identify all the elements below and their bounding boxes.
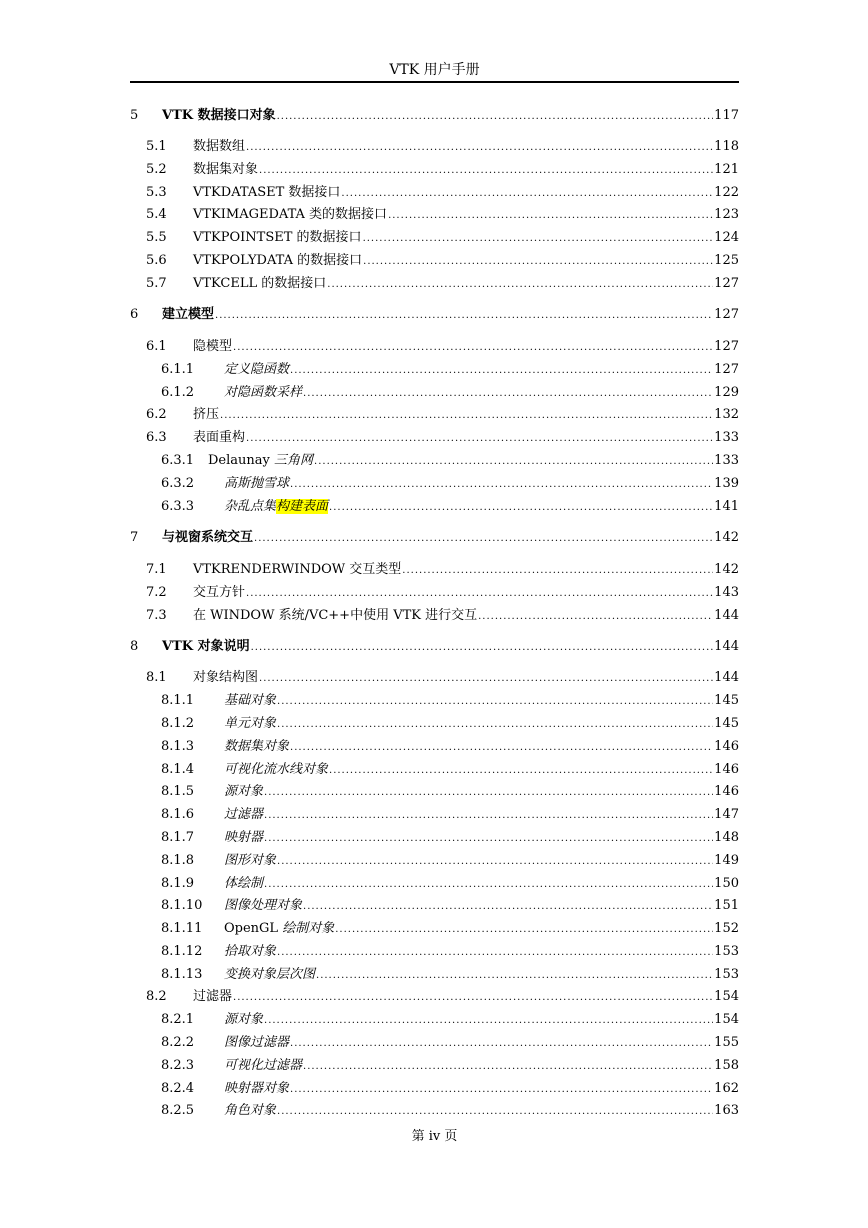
toc-page: 145 (714, 716, 739, 731)
toc-page: 151 (714, 898, 739, 913)
toc-leader (290, 1080, 713, 1100)
toc-page: 144 (714, 670, 739, 685)
toc-entry-8-1-3[interactable] (130, 737, 739, 757)
toc-page: 147 (714, 807, 739, 822)
toc-number: 5.1 (146, 139, 167, 154)
toc-leader (290, 361, 713, 381)
toc-leader (277, 107, 714, 127)
toc-title: 可视化过滤器 (224, 1058, 303, 1073)
toc-entry-8-2-4[interactable] (130, 1079, 739, 1099)
toc-leader (363, 252, 713, 272)
toc-entry-8-1-11[interactable] (130, 919, 739, 939)
toc-number: 5.7 (146, 276, 167, 291)
toc-number: 6.3.3 (161, 499, 195, 514)
toc-title: 角色对象 (224, 1103, 277, 1118)
toc-entry-8-1-13[interactable] (130, 965, 739, 985)
toc-page: 133 (714, 453, 739, 468)
toc-leader (335, 920, 713, 940)
toc-page: 146 (714, 739, 739, 754)
toc-number: 5.4 (146, 207, 167, 222)
toc-entry-8-1-1[interactable] (130, 691, 739, 711)
toc-title: 体绘制 (224, 876, 264, 891)
toc-entry-6-1-1[interactable] (130, 360, 739, 380)
toc-number: 6.3 (146, 430, 167, 445)
highlighted-text: 构建表面 (276, 499, 329, 514)
toc-leader (254, 529, 713, 549)
toc-title: 与视窗系统交互 (162, 530, 254, 545)
toc-number: 8.1.11 (161, 921, 203, 936)
toc-title-latin: Delaunay (208, 453, 270, 468)
toc-leader (251, 638, 714, 658)
toc-title: 基础对象 (224, 693, 277, 708)
toc-number: 7.1 (146, 562, 167, 577)
toc-page: 142 (714, 562, 739, 577)
toc-number: 5.3 (146, 185, 167, 200)
toc-number: 6.2 (146, 407, 167, 422)
toc-title: VTKPOINTSET 的数据接口 (193, 230, 362, 245)
toc-entry-7[interactable] (130, 528, 739, 548)
toc-number: 8.1.12 (161, 944, 203, 959)
toc-title: 高斯抛雪球 (224, 476, 290, 491)
toc-entry-5-1[interactable] (130, 137, 739, 157)
toc-page: 123 (714, 207, 739, 222)
toc-title: VTK 对象说明 (162, 639, 250, 654)
toc-page: 129 (714, 385, 739, 400)
toc-number: 5.6 (146, 253, 167, 268)
toc-leader (264, 875, 713, 895)
toc-title: 过滤器 (224, 807, 264, 822)
toc-title: VTKDATASET 数据接口 (193, 185, 341, 200)
toc-leader (303, 384, 713, 404)
toc-number: 6 (130, 307, 139, 322)
toc-number: 8.1.1 (161, 693, 195, 708)
toc-title: 源对象 (224, 1012, 264, 1027)
toc-leader (220, 406, 713, 426)
toc-title (224, 497, 328, 517)
toc-number: 8.1.4 (161, 762, 195, 777)
toc-title: 隐模型 (193, 339, 233, 354)
toc-page: 144 (714, 608, 739, 623)
toc-entry-8-1-8[interactable] (130, 851, 739, 871)
toc-entry-6-1-2[interactable] (130, 383, 739, 403)
toc-page: 155 (714, 1035, 739, 1050)
toc-entry-5-7[interactable] (130, 274, 739, 294)
toc-page: 117 (714, 108, 739, 123)
toc-page: 150 (714, 876, 739, 891)
toc-leader (290, 1034, 713, 1054)
toc-page: 139 (714, 476, 739, 491)
toc-page: 153 (714, 967, 739, 982)
toc-leader (264, 1011, 713, 1031)
toc-entry-5[interactable] (130, 106, 739, 126)
toc-title-latin: OpenGL (224, 921, 279, 936)
toc-page: 143 (714, 585, 739, 600)
toc-leader (290, 475, 713, 495)
toc-number: 8.2.2 (161, 1035, 195, 1050)
toc-entry-5-2[interactable] (130, 160, 739, 180)
toc-leader (277, 692, 713, 712)
toc-title-cjk: 三角网 (274, 453, 314, 468)
toc-leader (277, 1102, 713, 1122)
toc-number: 7.3 (146, 608, 167, 623)
toc-number: 8.1.8 (161, 853, 195, 868)
toc-number: 8.2.3 (161, 1058, 195, 1073)
toc-number: 8.1.2 (161, 716, 195, 731)
toc-entry-8-2-1[interactable] (130, 1010, 739, 1030)
toc-title: 在 WINDOW 系统/VC++中使用 VTK 进行交互 (193, 608, 478, 623)
toc-entry-8-2[interactable] (130, 987, 739, 1007)
toc-page: 146 (714, 784, 739, 799)
toc-number: 6.1.1 (161, 362, 195, 377)
toc-entry-8-1[interactable] (130, 668, 739, 688)
toc-title: 挤压 (193, 407, 220, 422)
toc-number: 8.2 (146, 989, 167, 1004)
toc-number: 7 (130, 530, 139, 545)
toc-leader (303, 1057, 713, 1077)
toc-title: 定义隐函数 (224, 362, 290, 377)
toc-title: 映射器 (224, 830, 264, 845)
toc-entry-7-2[interactable] (130, 583, 739, 603)
toc-leader (233, 338, 713, 358)
toc-page: 124 (714, 230, 739, 245)
toc-leader (277, 852, 713, 872)
toc-title: 映射器对象 (224, 1081, 290, 1096)
toc-title: 建立模型 (162, 307, 215, 322)
toc-page: 158 (714, 1058, 739, 1073)
toc-title: 数据数组 (193, 139, 246, 154)
toc-title: 对隐函数采样 (224, 385, 303, 400)
toc-title-part: 杂乱点集 (224, 499, 277, 514)
toc-number: 8.1.6 (161, 807, 195, 822)
toc-page: 146 (714, 762, 739, 777)
toc-leader (341, 184, 713, 204)
toc-number: 8.1.5 (161, 784, 195, 799)
toc-title: VTKCELL 的数据接口 (193, 276, 327, 291)
header-rule (130, 81, 739, 83)
toc-entry-8-2-5[interactable] (130, 1101, 739, 1121)
toc-entry-8-1-6[interactable] (130, 805, 739, 825)
toc-number: 8.1 (146, 670, 167, 685)
toc-number: 8.2.5 (161, 1103, 195, 1118)
toc-leader (303, 897, 713, 917)
toc-entry-8-1-7[interactable] (130, 828, 739, 848)
toc-title: 数据集对象 (193, 162, 259, 177)
toc-page: 154 (714, 989, 739, 1004)
toc-leader (259, 161, 713, 181)
toc-leader (264, 829, 713, 849)
toc-entry-8-2-2[interactable] (130, 1033, 739, 1053)
toc-title: 对象结构图 (193, 670, 259, 685)
toc-entry-6-2[interactable] (130, 405, 739, 425)
toc-title: VTKPOLYDATA 的数据接口 (193, 253, 363, 268)
toc-page: 122 (714, 185, 739, 200)
toc-page: 163 (714, 1103, 739, 1118)
toc-number: 6.3.2 (161, 476, 195, 491)
toc-entry-6-3-3[interactable] (130, 497, 739, 517)
page-header: VTK 用户手册 (389, 62, 480, 78)
toc-page: 127 (714, 339, 739, 354)
toc-page: 118 (714, 139, 739, 154)
toc-title: 过滤器 (193, 989, 233, 1004)
toc-page: 132 (714, 407, 739, 422)
toc-leader (478, 607, 713, 627)
toc-number: 5.5 (146, 230, 167, 245)
toc-entry-6-3-1[interactable] (130, 451, 739, 471)
toc-number: 6.1 (146, 339, 167, 354)
toc-entry-5-4[interactable] (130, 205, 739, 225)
toc-number: 6.3.1 (161, 453, 195, 468)
toc-leader (327, 275, 713, 295)
toc-leader (290, 738, 713, 758)
toc-entry-6[interactable] (130, 305, 739, 325)
toc-number: 8.1.7 (161, 830, 195, 845)
toc-number: 8.2.1 (161, 1012, 195, 1027)
toc-page: 162 (714, 1081, 739, 1096)
toc-leader (314, 452, 713, 472)
toc-title: 源对象 (224, 784, 264, 799)
toc-entry-5-3[interactable] (130, 183, 739, 203)
toc-page: 125 (714, 253, 739, 268)
toc-entry-8-1-2[interactable] (130, 714, 739, 734)
toc-page: 127 (714, 307, 739, 322)
toc-page: 121 (714, 162, 739, 177)
toc-entry-8-2-3[interactable] (130, 1056, 739, 1076)
toc-title: 图像过滤器 (224, 1035, 290, 1050)
toc-leader (233, 988, 713, 1008)
toc-page: 152 (714, 921, 739, 936)
toc-number: 7.2 (146, 585, 167, 600)
page-footer: 第 iv 页 (411, 1129, 458, 1144)
toc-entry-8-1-4[interactable] (130, 760, 739, 780)
toc-title: VTK 数据接口对象 (162, 108, 276, 123)
toc-number: 5 (130, 108, 139, 123)
toc-number: 8 (130, 639, 139, 654)
toc-number: 5.2 (146, 162, 167, 177)
toc-number: 8.1.9 (161, 876, 195, 891)
toc-entry-8-1-5[interactable] (130, 782, 739, 802)
toc-title (208, 451, 313, 471)
toc-page: 141 (714, 499, 739, 514)
toc-title: 单元对象 (224, 716, 277, 731)
toc-entry-6-1[interactable] (130, 337, 739, 357)
toc-number: 8.2.4 (161, 1081, 195, 1096)
toc-entry-6-3-2[interactable] (130, 474, 739, 494)
toc-leader (259, 669, 713, 689)
toc-page: 153 (714, 944, 739, 959)
toc-title (224, 919, 334, 939)
toc-entry-8-1-9[interactable] (130, 874, 739, 894)
toc-title: VTKIMAGEDATA 类的数据接口 (193, 207, 388, 222)
toc-number: 8.1.3 (161, 739, 195, 754)
toc-entry-7-3[interactable] (130, 606, 739, 626)
toc-number: 6.1.2 (161, 385, 195, 400)
toc-entry-5-5[interactable] (130, 228, 739, 248)
toc-leader (246, 138, 713, 158)
toc-leader (215, 306, 713, 326)
toc-page: 154 (714, 1012, 739, 1027)
toc-title: 变换对象层次图 (224, 967, 316, 982)
toc-page: 142 (714, 530, 739, 545)
toc-page: 144 (714, 639, 739, 654)
toc-leader (277, 715, 713, 735)
toc-leader (363, 229, 714, 249)
toc-number: 8.1.10 (161, 898, 203, 913)
toc-page: 148 (714, 830, 739, 845)
toc-title-cjk: 绘制对象 (282, 921, 335, 936)
toc-leader (246, 584, 713, 604)
toc-leader (264, 806, 713, 826)
toc-leader (329, 761, 713, 781)
toc-title: 数据集对象 (224, 739, 290, 754)
toc-page: 127 (714, 362, 739, 377)
toc-entry-5-6[interactable] (130, 251, 739, 271)
toc-page: 149 (714, 853, 739, 868)
toc-entry-6-3[interactable] (130, 428, 739, 448)
toc-leader (246, 429, 713, 449)
toc-title: 交互方针 (193, 585, 246, 600)
toc-page: 127 (714, 276, 739, 291)
toc-leader (277, 943, 713, 963)
toc-leader (264, 783, 713, 803)
toc-title: 表面重构 (193, 430, 246, 445)
toc-leader (316, 966, 713, 986)
toc-title: VTKRENDERWINDOW 交互类型 (193, 562, 402, 577)
toc-leader (329, 498, 713, 518)
toc-leader (388, 206, 713, 226)
toc-entry-8-1-10[interactable] (130, 896, 739, 916)
toc-number: 8.1.13 (161, 967, 203, 982)
toc-entry-8-1-12[interactable] (130, 942, 739, 962)
toc-entry-8[interactable] (130, 637, 739, 657)
toc-entry-7-1[interactable] (130, 560, 739, 580)
toc-title: 可视化流水线对象 (224, 762, 329, 777)
toc-title: 图像处理对象 (224, 898, 303, 913)
toc-leader (402, 561, 713, 581)
toc-page: 145 (714, 693, 739, 708)
toc-title: 拾取对象 (224, 944, 277, 959)
toc-title: 图形对象 (224, 853, 277, 868)
toc-page: 133 (714, 430, 739, 445)
